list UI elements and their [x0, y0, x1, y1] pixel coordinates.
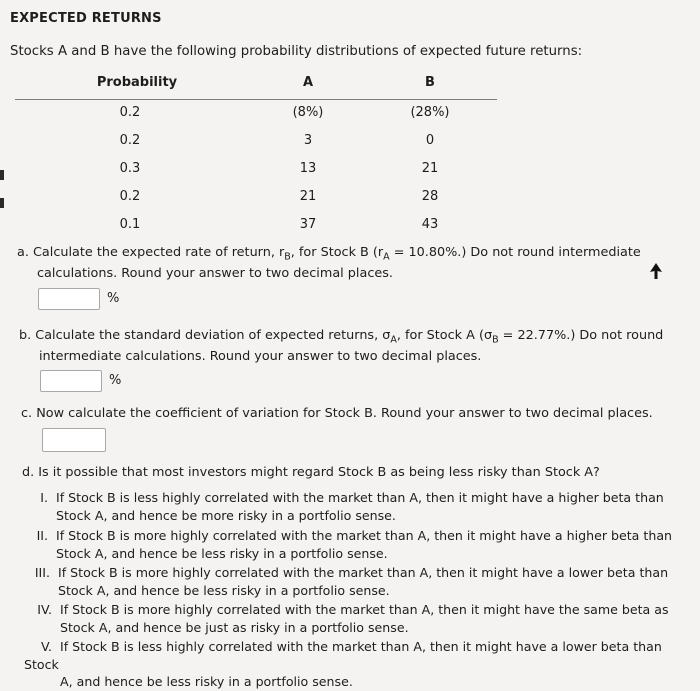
- option-5[interactable]: [24, 638, 694, 691]
- returns-table: [10, 72, 500, 247]
- option-4[interactable]: [24, 601, 694, 636]
- table-cell: 37: [299, 217, 317, 232]
- header-rule: [15, 99, 497, 100]
- option-text: If Stock B is less highly correlated with the market than A, then it might have a lower beta than Stock: [24, 639, 662, 672]
- header-probability: Probability: [96, 75, 178, 90]
- table-cell: 43: [421, 217, 439, 232]
- table-cell: 0.2: [119, 133, 141, 148]
- option-line: [22, 564, 692, 582]
- option-number: IV.: [37, 602, 52, 617]
- option-text: Stock A, and hence be less risky in a portfolio sense.: [56, 545, 388, 561]
- question-a-text-1: Calculate the expected rate of return, r: [33, 245, 285, 260]
- answer-b-input[interactable]: [40, 370, 102, 392]
- option-line: [20, 489, 690, 507]
- answer-a-unit: %: [107, 291, 120, 306]
- question-a-label: a.: [17, 245, 29, 260]
- question-b-text-3: = 22.77%.) Do not round: [498, 328, 664, 343]
- table-cell: (8%): [292, 105, 324, 120]
- option-1[interactable]: [20, 489, 690, 524]
- subscript: A: [383, 251, 390, 263]
- edge-mark: [0, 170, 4, 180]
- question-c-text: Now calculate the coefficient of variation for Stock B. Round your answer to two decimal places.: [36, 406, 653, 421]
- subscript: B: [492, 334, 499, 346]
- table-cell: 21: [299, 189, 317, 204]
- question-b-text-1: Calculate the standard deviation of expected returns, σ: [35, 328, 391, 343]
- option-number: I.: [40, 490, 48, 505]
- table-cell: 0.1: [119, 217, 141, 232]
- option-text: If Stock B is less highly correlated with the market than A, then it might have a higher beta than: [56, 490, 664, 505]
- table-cell: 0: [425, 133, 435, 148]
- option-line: [24, 601, 694, 619]
- question-a-text-2: , for Stock B (r: [290, 245, 384, 260]
- option-line: [20, 527, 690, 545]
- table-cell: 28: [421, 189, 439, 204]
- question-d-text: Is it possible that most investors might regard Stock B as being less risky than Stock A?: [38, 465, 600, 480]
- option-text: Stock A, and hence be just as risky in a portfolio sense.: [60, 619, 409, 635]
- option-text: If Stock B is more highly correlated with the market than A, then it might have the same beta as: [60, 602, 669, 617]
- option-text: If Stock B is more highly correlated with the market than A, then it might have a lower beta than: [58, 565, 669, 580]
- option-number: V.: [41, 639, 52, 654]
- option-3[interactable]: [22, 564, 692, 599]
- table-cell: 13: [299, 161, 317, 176]
- table-cell: (28%): [410, 105, 450, 120]
- subscript: A: [390, 334, 397, 346]
- table-cell: 3: [303, 133, 313, 148]
- option-number: II.: [36, 528, 48, 543]
- option-text: Stock A, and hence be more risky in a portfolio sense.: [56, 507, 396, 523]
- option-text: A, and hence be less risky in a portfolio sense.: [60, 674, 353, 689]
- table-cell: 0.3: [119, 161, 141, 176]
- header-a: A: [302, 75, 314, 90]
- answer-b-unit: %: [109, 373, 122, 388]
- table-cell: 0.2: [119, 105, 141, 120]
- answer-a-input[interactable]: [38, 288, 100, 310]
- page-title: EXPECTED RETURNS: [10, 11, 162, 26]
- question-c: [21, 404, 691, 423]
- option-2[interactable]: [20, 527, 690, 562]
- question-a-text-3: = 10.80%.) Do not round intermediate: [389, 245, 641, 260]
- question-b-label: b.: [19, 328, 32, 343]
- option-number: III.: [34, 565, 50, 580]
- option-text: Stock A, and hence be less risky in a portfolio sense.: [58, 582, 390, 598]
- answer-c-input[interactable]: [42, 428, 106, 452]
- question-c-label: c.: [21, 406, 33, 421]
- option-line: [24, 638, 694, 673]
- table-cell: 0.2: [119, 189, 141, 204]
- table-cell: 21: [421, 161, 439, 176]
- question-b-text-2: , for Stock A (σ: [396, 328, 493, 343]
- question-b: [19, 326, 689, 350]
- header-b: B: [425, 75, 435, 90]
- intro-text: Stocks A and B have the following probability distributions of expected future returns:: [10, 44, 583, 59]
- question-b-line2: intermediate calculations. Round your answer to two decimal places.: [39, 349, 482, 364]
- question-a-line2: calculations. Round your answer to two decimal places.: [37, 266, 393, 281]
- question-d-label: d.: [22, 465, 35, 480]
- question-d: [22, 463, 692, 482]
- edge-mark: [0, 198, 4, 208]
- subscript: B: [284, 251, 291, 263]
- option-text: If Stock B is more highly correlated with the market than A, then it might have a higher beta than: [56, 528, 673, 543]
- question-a: [17, 243, 667, 267]
- cursor-arrow-icon: [649, 262, 663, 280]
